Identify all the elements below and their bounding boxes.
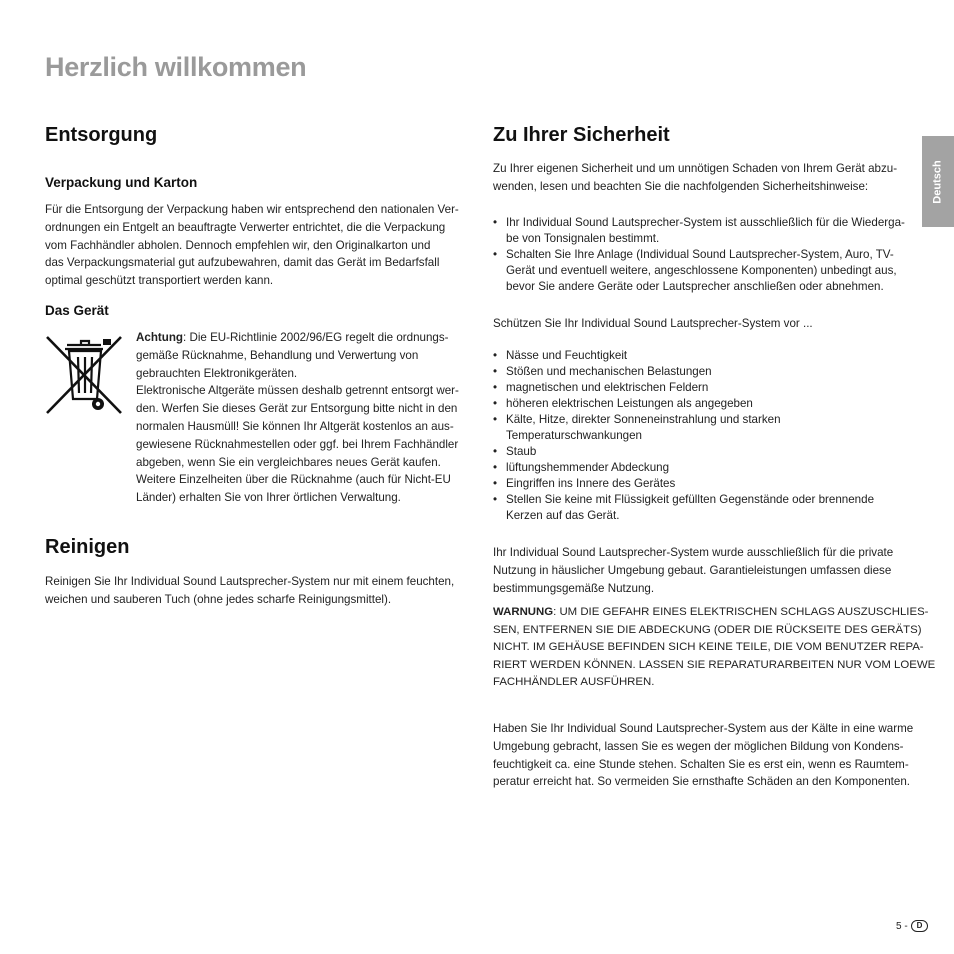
text-line: wenden, lesen und beachten Sie die nachfolgenden Sicherheitshinweise: <box>493 179 869 193</box>
text-line: Reinigen Sie Ihr Individual Sound Lautsprecher-System nur mit einem feuchten, <box>45 575 455 588</box>
warning-paragraph <box>493 604 935 692</box>
list-item <box>493 215 905 247</box>
verpackung-heading: Verpackung und Karton <box>45 175 198 190</box>
text-line: peratur erreicht hat. So vermeiden Sie ernsthafte Schäden an den Komponenten. <box>493 775 910 789</box>
text-line: den. Werfen Sie dieses Gerät zur Entsorgung bitte nicht in den <box>136 402 458 416</box>
verpackung-paragraph <box>45 201 459 290</box>
list-item <box>493 492 874 524</box>
achtung-paragraph <box>136 329 459 507</box>
text-line: NICHT. IM GEHÄUSE BEFINDEN SICH KEINE TEILE, DIE VOM BENUTZER REPA- <box>493 641 924 654</box>
protection-bullet-list <box>493 348 874 524</box>
text-line: • lüftungshemmender Abdeckung <box>506 461 670 474</box>
list-item <box>493 348 874 364</box>
text-line: RIERT WERDEN KÖNNEN. LASSEN SIE REPARATURARBEITEN NUR VOM LOEWE <box>493 658 936 671</box>
text-line: • Stößen und mechanischen Belastungen <box>506 365 712 378</box>
cold-paragraph <box>493 720 913 791</box>
text-line: Länder) erhalten Sie von Ihrer örtlichen Verwaltung. <box>136 491 401 505</box>
text-line: Umgebung gebracht, lassen Sie es wegen der möglichen Bildung von Kondens- <box>493 739 904 753</box>
language-tab <box>922 136 954 227</box>
text-line: Temperaturschwankungen <box>506 429 642 442</box>
warning-text: : UM DIE GEFAHR EINES ELEKTRISCHEN SCHLAGS AUSZUSCHLIES- <box>553 606 929 618</box>
list-item <box>493 247 905 295</box>
reinigen-paragraph <box>45 573 454 609</box>
list-item <box>493 412 874 444</box>
list-item <box>493 396 874 412</box>
text-line: optimal geschützt transportiert werden kann. <box>45 274 274 288</box>
list-item <box>493 476 874 492</box>
geraet-heading: Das Gerät <box>45 303 109 318</box>
list-item <box>493 444 874 460</box>
text-line <box>136 329 459 347</box>
text-line: weichen und sauberen Tuch (ohne jedes scharfe Reinigungsmittel). <box>45 592 392 606</box>
usage-paragraph <box>493 544 893 597</box>
text-line: gewiesene Rücknahmestellen oder ggf. bei Ihrem Fachhändler <box>136 437 459 451</box>
text-line: Weitere Einzelheiten über die Rücknahme (auch für Nicht-EU <box>136 473 451 487</box>
text-line: • Eingriffen ins Innere des Gerätes <box>506 477 676 490</box>
list-item <box>493 364 874 380</box>
sicherheit-heading: Zu Ihrer Sicherheit <box>493 124 670 146</box>
achtung-text: : Die EU-Richtlinie 2002/96/EG regelt die ordnungs- <box>183 331 449 344</box>
text-line: feuchtigkeit ca. eine Stunde stehen. Schalten Sie es erst ein, wenn es Raumtem- <box>493 757 909 771</box>
crossed-out-bin-icon <box>45 333 123 415</box>
text-line: gemäße Rücknahme, Behandlung und Verwertung von <box>136 348 419 362</box>
text-line: Kerzen auf das Gerät. <box>506 509 620 522</box>
text-line: Elektronische Altgeräte müssen deshalb getrennt entsorgt wer- <box>136 384 459 398</box>
text-line: • Kälte, Hitze, direkter Sonneneinstrahlung und starken <box>506 413 781 426</box>
text-line: ordnungen ein Entgelt an beauftragte Verwerter entrichtet, die die Verpackung <box>45 220 446 234</box>
text-line: normalen Hausmüll! Sie können Ihr Altgerät kostenlos an aus- <box>136 419 454 433</box>
text-line: Haben Sie Ihr Individual Sound Lautsprecher-System aus der Kälte in eine warme <box>493 722 914 735</box>
text-line: gebrauchten Elektronikgeräten. <box>136 366 298 380</box>
achtung-label: Achtung <box>136 331 184 344</box>
text-line: • Ihr Individual Sound Lautsprecher-System ist ausschließlich für die Wiederga- <box>506 216 905 229</box>
text-line <box>493 604 935 622</box>
text-line: be von Tonsignalen bestimmt. <box>506 232 660 245</box>
text-line: das Verpackungsmaterial gut aufzubewahren, damit das Gerät im Bedarfsfall <box>45 256 440 270</box>
text-line: Nutzung in häuslicher Umgebung gebaut. Garantieleistungen umfassen diese <box>493 563 892 577</box>
page-title: Herzlich willkommen <box>45 52 307 82</box>
text-line: • Nässe und Feuchtigkeit <box>506 349 628 362</box>
page-number-text: 5 - <box>896 920 908 932</box>
list-item <box>493 460 874 476</box>
text-line: FACHHÄNDLER AUSFÜHREN. <box>493 676 655 689</box>
text-line: • magnetischen und elektrischen Feldern <box>506 381 709 394</box>
text-line: vom Fachhändler abholen. Dennoch empfehlen wir, den Originalkarton und <box>45 238 431 252</box>
text-line: Ihr Individual Sound Lautsprecher-System wurde ausschließlich für die private <box>493 546 894 559</box>
list-item <box>493 380 874 396</box>
text-line: abgeben, wenn Sie ein vergleichbares neues Gerät kaufen. <box>136 455 441 469</box>
text-line: bestimmungsgemäße Nutzung. <box>493 581 655 595</box>
text-line: • Schalten Sie Ihre Anlage (Individual Sound Lautsprecher-System, Auro, TV- <box>506 248 894 261</box>
text-line: • höheren elektrischen Leistungen als angegeben <box>506 397 753 410</box>
sicherheit-intro <box>493 160 897 196</box>
text-line: Gerät und eventuell weitere, angeschlossene Komponenten) unbedingt aus, <box>506 264 897 277</box>
text-line: SEN, ENTFERNEN SIE DIE ABDECKUNG (ODER DIE RÜCKSEITE DES GERÄTS) <box>493 623 922 636</box>
text-line: bevor Sie andere Geräte oder Lautsprecher anschließen oder abnehmen. <box>506 280 884 293</box>
page-number <box>896 920 928 932</box>
safety-bullet-list <box>493 215 905 295</box>
reinigen-heading: Reinigen <box>45 536 130 558</box>
text-line: • Staub <box>506 445 537 458</box>
language-badge: D <box>911 920 929 932</box>
text-line: • Stellen Sie keine mit Flüssigkeit gefüllten Gegenstände oder brennende <box>506 493 875 506</box>
warning-label: WARNUNG <box>493 606 554 618</box>
protect-line: Schützen Sie Ihr Individual Sound Lautsprecher-System vor ... <box>493 317 813 330</box>
text-line: Für die Entsorgung der Verpackung haben wir entsprechend den nationalen Ver- <box>45 203 459 216</box>
language-tab-label: Deutsch <box>932 159 944 204</box>
text-line: Zu Ihrer eigenen Sicherheit und um unnötigen Schaden von Ihrem Gerät abzu- <box>493 162 898 175</box>
entsorgung-heading: Entsorgung <box>45 124 158 146</box>
